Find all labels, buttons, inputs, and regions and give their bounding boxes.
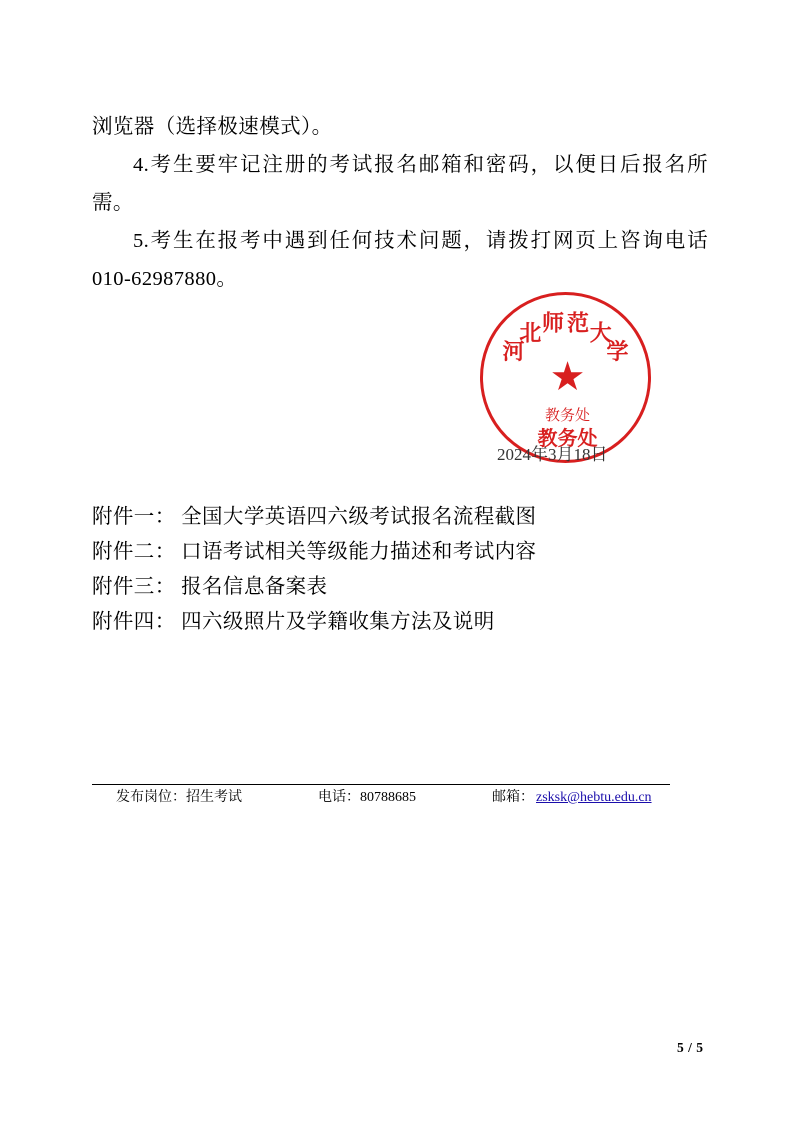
seal-date: 2024年3月18日 bbox=[497, 445, 608, 464]
star-icon: ★ bbox=[549, 353, 586, 399]
seal-arc-char-4: 范 bbox=[566, 309, 589, 335]
attachment-item-1: 附件一： 全国大学英语四六级考试报名流程截图 bbox=[92, 506, 537, 528]
seal-arc-char-1: 河 bbox=[502, 338, 525, 364]
page-number: 5 / 5 bbox=[677, 1040, 704, 1055]
footer-telephone: 电话：80788685 bbox=[318, 790, 416, 805]
paragraph-item-5: 5.考生在报考中遇到任何技术问题，请拨打网页上咨询电话010-62987880。 bbox=[92, 230, 708, 290]
seal-arc-char-6: 学 bbox=[606, 338, 629, 364]
attachment-list bbox=[92, 500, 708, 640]
footer-position: 发布岗位：招生考试 bbox=[116, 790, 242, 805]
footer-mail-label: 邮箱： bbox=[492, 790, 534, 805]
footer-mail-link[interactable]: zsksk@hebtu.edu.cn bbox=[536, 790, 652, 805]
paragraph-browser: 浏览器（选择极速模式）。 bbox=[92, 116, 333, 138]
seal-sub-text: 教务处 bbox=[544, 408, 591, 424]
seal-red-label: 教务处 bbox=[537, 428, 598, 450]
footer-divider bbox=[92, 784, 670, 785]
attachment-item-2: 附件二： 口语考试相关等级能力描述和考试内容 bbox=[92, 541, 537, 563]
body-text-block bbox=[92, 108, 708, 298]
attachment-item-3: 附件三： 报名信息备案表 bbox=[92, 576, 328, 598]
paragraph-item-4: 4.考生要牢记注册的考试报名邮箱和密码，以便日后报名所需。 bbox=[92, 154, 708, 214]
seal-arc-char-5: 大 bbox=[589, 319, 612, 345]
attachment-item-4: 附件四： 四六级照片及学籍收集方法及说明 bbox=[92, 611, 495, 633]
seal-arc-char-3: 师 bbox=[542, 309, 565, 335]
seal-arc-char-2: 北 bbox=[519, 319, 542, 345]
document-footer bbox=[92, 786, 708, 806]
